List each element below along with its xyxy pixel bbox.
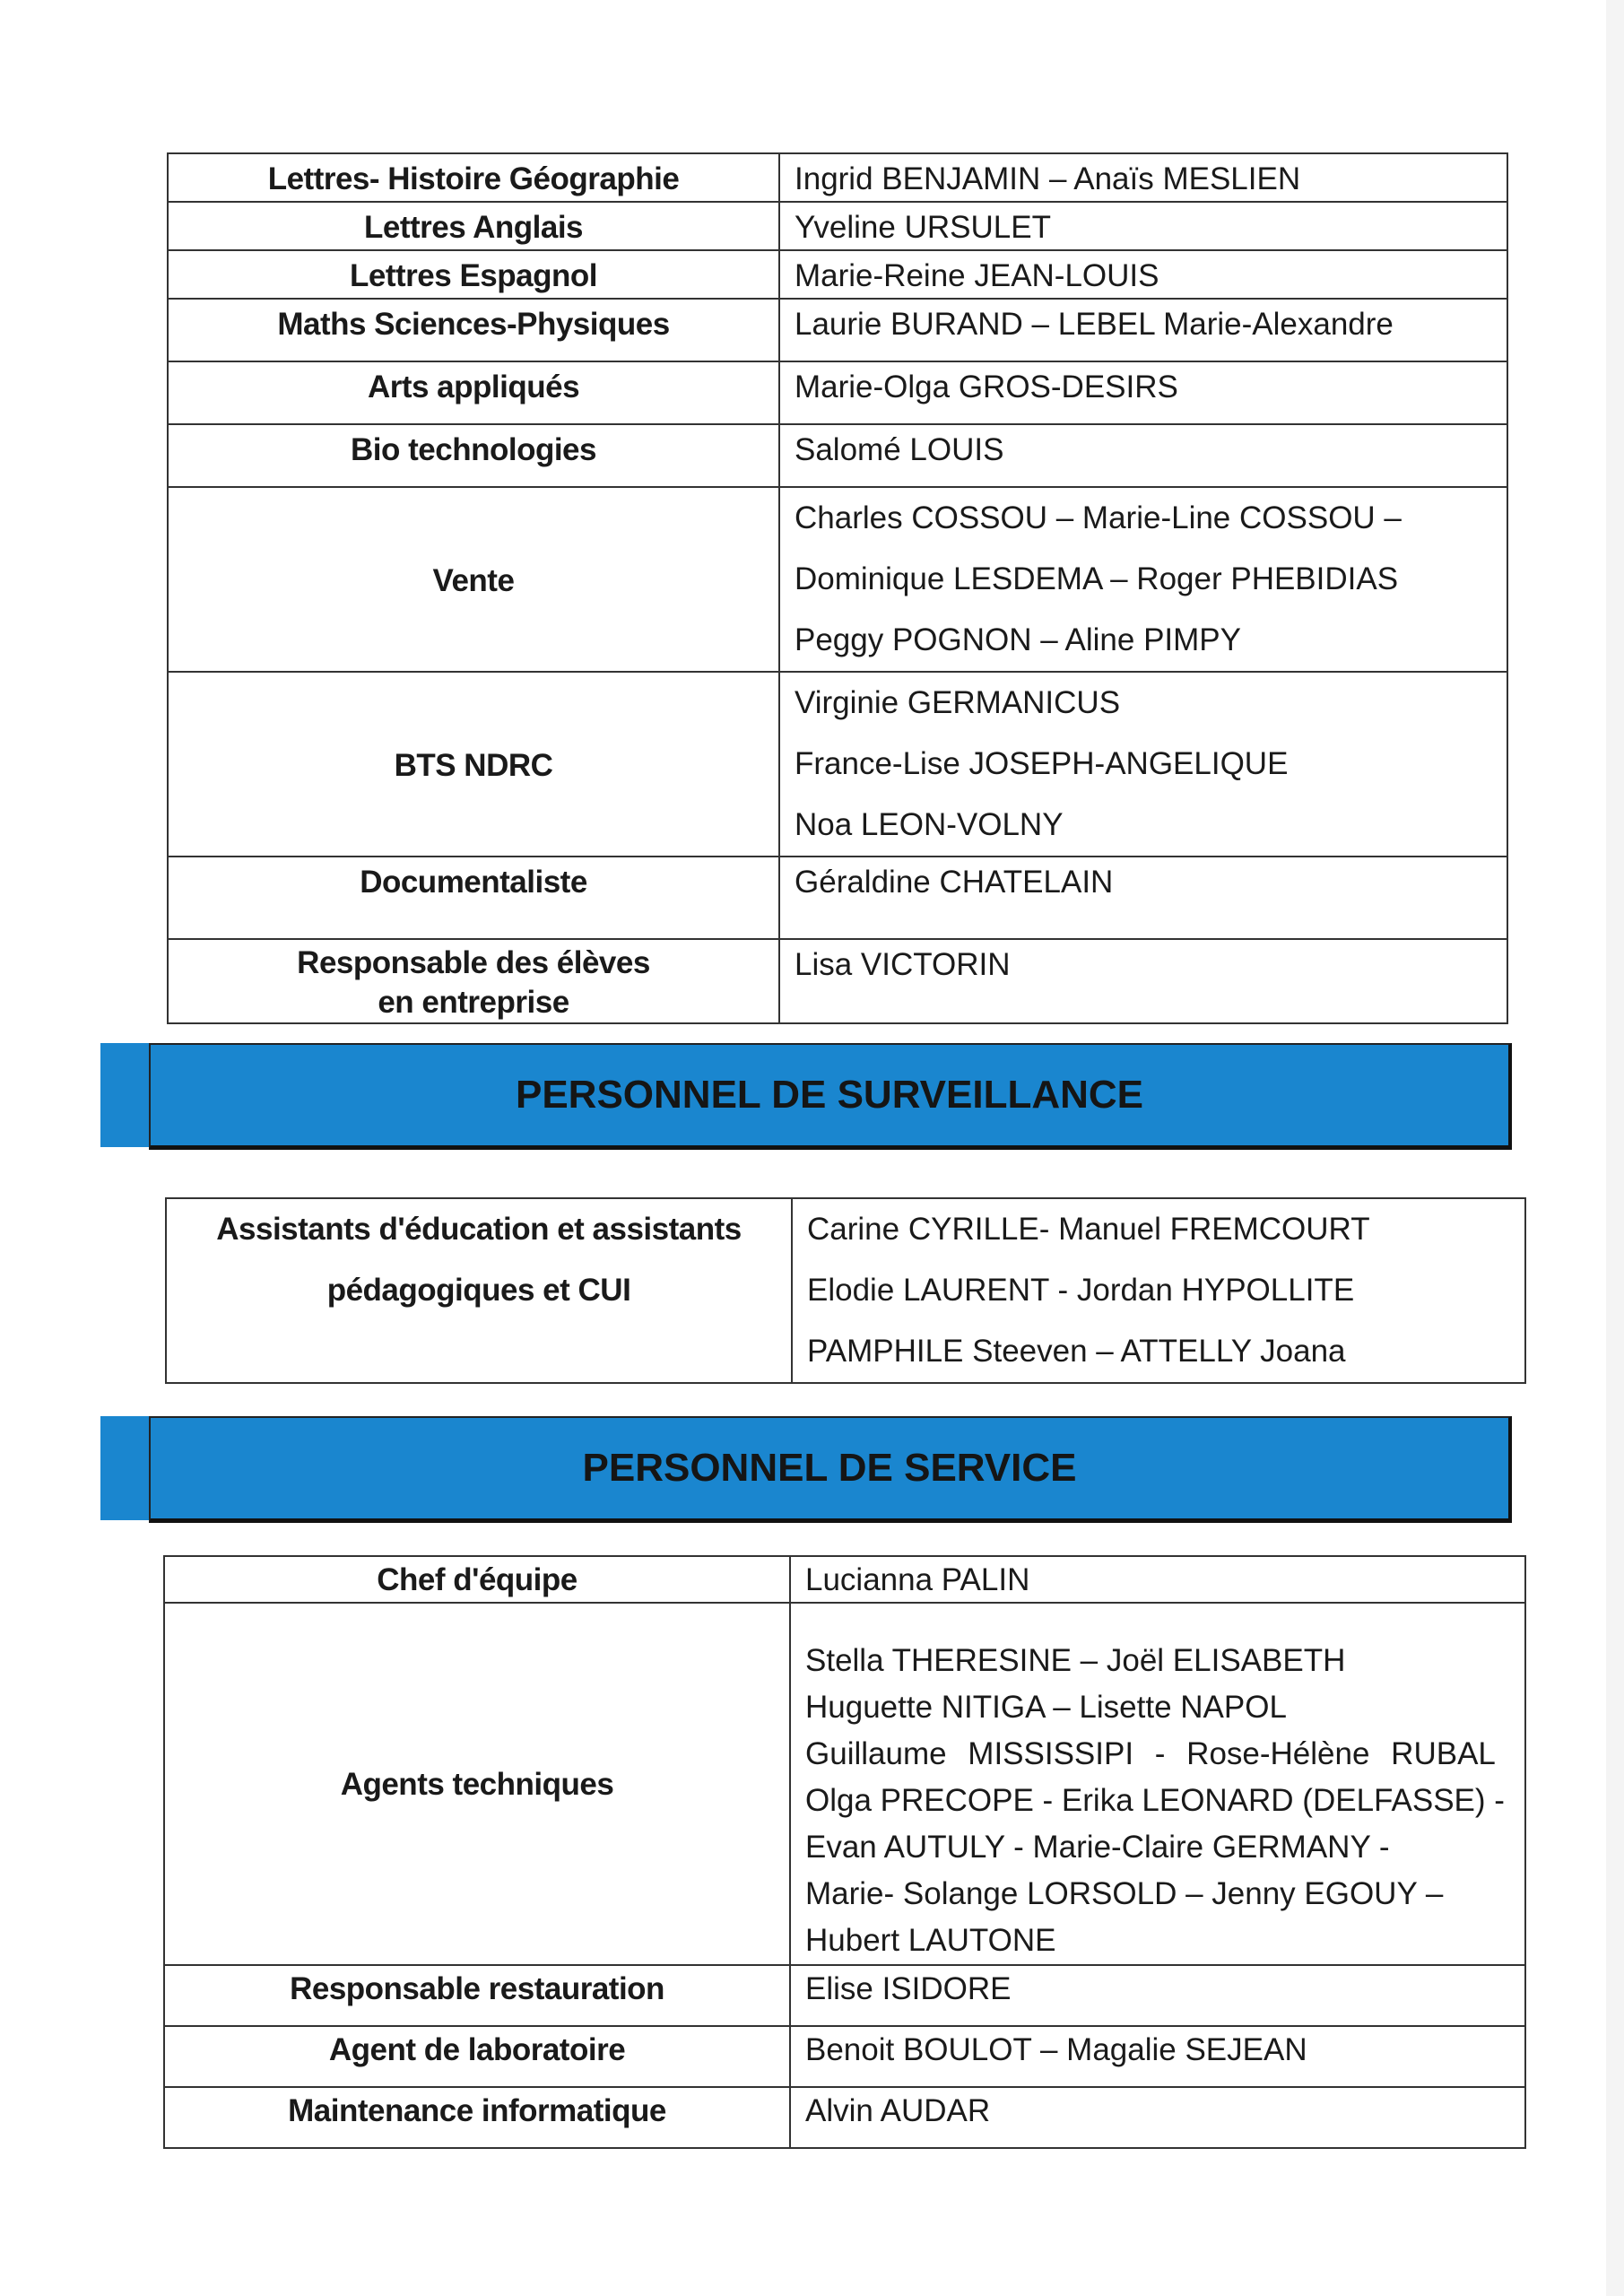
name-line: Noa LEON-VOLNY xyxy=(795,807,1064,842)
subject-cell: Maths Sciences-Physiques xyxy=(168,299,779,361)
name-line: Guillaume MISSISSIPI - Rose-Hélène RUBAL xyxy=(805,1736,1496,1771)
table-row xyxy=(168,939,1507,1023)
section-title: PERSONNEL DE SURVEILLANCE xyxy=(515,1073,1144,1117)
table-row xyxy=(164,1556,1525,1603)
name-line: Hubert LAUTONE xyxy=(805,1923,1056,1958)
surveillance-table xyxy=(165,1197,1526,1384)
names-cell xyxy=(792,1198,1525,1383)
name-line: Virginie GERMANICUS xyxy=(795,685,1121,720)
name-line: Marie-Reine JEAN-LOUIS xyxy=(795,258,1159,293)
name-line: Laurie BURAND – LEBEL Marie-Alexandre xyxy=(795,307,1394,342)
subject-cell: Responsable restauration xyxy=(164,1965,790,2026)
service-banner xyxy=(100,1416,1512,1522)
name-line: Elodie LAURENT - Jordan HYPOLLITE xyxy=(807,1273,1355,1308)
names-cell xyxy=(790,2087,1525,2148)
name-line: Elise ISIDORE xyxy=(805,1971,1012,2006)
table-row xyxy=(164,2026,1525,2087)
surveillance-banner xyxy=(100,1043,1512,1149)
names-cell xyxy=(779,153,1507,202)
subject-line: pédagogiques et CUI xyxy=(326,1273,631,1308)
name-line: Evan AUTULY - Marie-Claire GERMANY - xyxy=(805,1830,1390,1865)
subject-cell: Arts appliqués xyxy=(168,361,779,424)
banner-box xyxy=(149,1043,1512,1150)
subject-cell: Chef d'équipe xyxy=(164,1556,790,1603)
names-cell xyxy=(779,424,1507,487)
name-line: Olga PRECOPE - Erika LEONARD (DELFASSE) - xyxy=(805,1783,1505,1818)
name-line: Lisa VICTORIN xyxy=(795,947,1011,982)
names-cell xyxy=(790,1965,1525,2026)
table-row xyxy=(168,857,1507,939)
subject-cell: Agents techniques xyxy=(164,1603,790,1965)
names-cell xyxy=(779,361,1507,424)
names-cell xyxy=(779,857,1507,939)
name-line: Carine CYRILLE- Manuel FREMCOURT xyxy=(807,1212,1370,1247)
table-row xyxy=(168,202,1507,250)
table-row xyxy=(168,672,1507,857)
table-row xyxy=(164,1603,1525,1965)
subject-line: Assistants d'éducation et assistants xyxy=(216,1212,742,1247)
subject-cell: Maintenance informatique xyxy=(164,2087,790,2148)
names-cell xyxy=(779,487,1507,672)
names-cell xyxy=(790,1556,1525,1603)
names-cell xyxy=(779,299,1507,361)
subject-cell: Lettres Anglais xyxy=(168,202,779,250)
names-cell xyxy=(779,672,1507,857)
subject-line: Responsable des élèves xyxy=(297,945,650,980)
banner-tab xyxy=(100,1416,149,1520)
names-cell xyxy=(779,939,1507,1023)
name-line: Yveline URSULET xyxy=(795,210,1051,245)
names-cell xyxy=(790,2026,1525,2087)
subject-cell: Vente xyxy=(168,487,779,672)
name-line: Salomé LOUIS xyxy=(795,432,1004,467)
page-edge xyxy=(1606,0,1624,2296)
subject-line: en entreprise xyxy=(378,985,569,1020)
name-line: Marie- Solange LORSOLD – Jenny EGOUY – xyxy=(805,1876,1444,1911)
subject-cell: Documentaliste xyxy=(168,857,779,939)
name-line: Alvin AUDAR xyxy=(805,2093,991,2128)
name-line: Géraldine CHATELAIN xyxy=(795,865,1114,900)
table-row xyxy=(164,2087,1525,2148)
name-line: Peggy POGNON – Aline PIMPY xyxy=(795,622,1241,657)
teachers-table xyxy=(167,152,1508,1024)
name-line: Dominique LESDEMA – Roger PHEBIDIAS xyxy=(795,561,1399,596)
banner-box xyxy=(149,1416,1512,1523)
name-line: France-Lise JOSEPH-ANGELIQUE xyxy=(795,746,1289,781)
name-line: Ingrid BENJAMIN – Anaïs MESLIEN xyxy=(795,161,1301,196)
names-cell xyxy=(779,202,1507,250)
name-line: Stella THERESINE – Joël ELISABETH xyxy=(805,1643,1346,1678)
subject-cell: Agent de laboratoire xyxy=(164,2026,790,2087)
names-cell xyxy=(790,1603,1525,1965)
table-row xyxy=(168,299,1507,361)
subject-cell: Bio technologies xyxy=(168,424,779,487)
name-text: Charles COSSOU – Marie-Line COSSOU – xyxy=(795,500,1402,535)
service-table xyxy=(163,1555,1526,2149)
subject-cell xyxy=(168,939,779,1023)
table-row xyxy=(168,487,1507,672)
table-row xyxy=(164,1965,1525,2026)
banner-tab xyxy=(100,1043,149,1147)
name-line: Benoit BOULOT – Magalie SEJEAN xyxy=(805,2032,1307,2067)
name-line: Huguette NITIGA – Lisette NAPOL xyxy=(805,1690,1287,1725)
table-row xyxy=(168,361,1507,424)
subject-cell: BTS NDRC xyxy=(168,672,779,857)
subject-cell xyxy=(166,1198,792,1383)
section-title: PERSONNEL DE SERVICE xyxy=(582,1446,1077,1490)
table-row xyxy=(168,250,1507,299)
name-line xyxy=(795,488,1492,549)
name-line: Lucianna PALIN xyxy=(805,1562,1030,1597)
table-row xyxy=(166,1198,1525,1383)
subject-cell: Lettres Espagnol xyxy=(168,250,779,299)
name-line: Marie-Olga GROS-DESIRS xyxy=(795,370,1178,404)
subject-cell: Lettres- Histoire Géographie xyxy=(168,153,779,202)
name-line: PAMPHILE Steeven – ATTELLY Joana xyxy=(807,1334,1346,1369)
table-row xyxy=(168,424,1507,487)
names-cell xyxy=(779,250,1507,299)
table-row xyxy=(168,153,1507,202)
